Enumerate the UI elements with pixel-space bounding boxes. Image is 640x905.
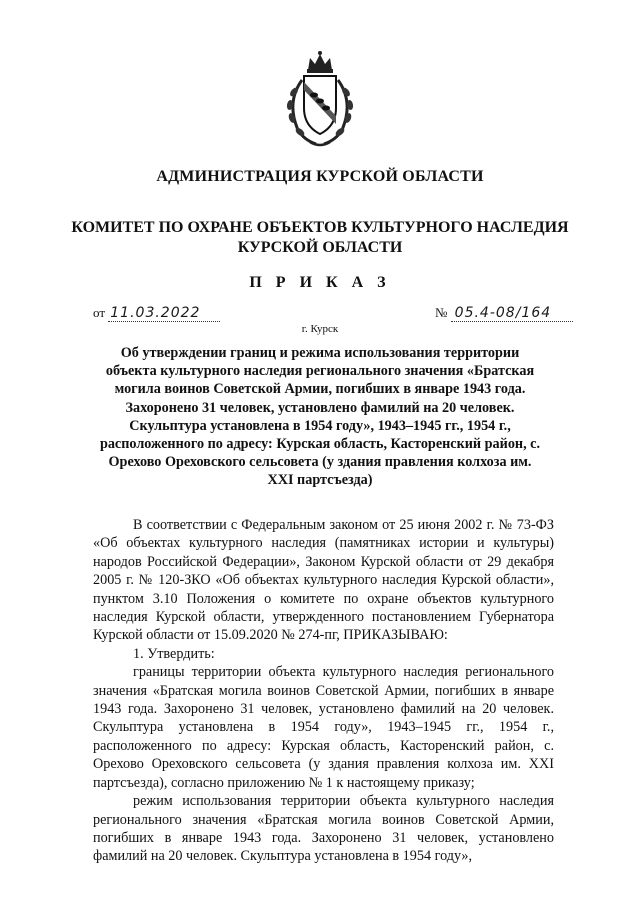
body-paragraph-3: границы территории объекта культурного наследия регионального значения «Братская могила воинов Советской Армии, погибших в январе 1943 года. Захоронено 31 человек, установлено фамилий на 20 человек. Скульптура установлена в 1954 году», 1943–1945 гг., 1954 г., расположенного по адресу: Курская область, Касторенский район, с. Орехово Ореховского сельсовета (у здания правления колхоза им. XXI партсъезда), согласно приложению № 1 к настоящему приказу; [93,664,554,791]
order-number [435,305,573,322]
committee-title [0,218,640,258]
document-type: П Р И К А З [249,274,391,291]
order-date [93,305,220,322]
body-paragraph-1: В соответствии с Федеральным законом от 25 июня 2002 г. № 73-ФЗ «Об объектах культурного наследия (памятниках истории и культуры) народов Российской Федерации», Законом Курской области от 29 декабря 2005 г. № 120-ЗКО «Об объектах культурного наследия Курской области», пунктом 3.10 Положения о комитете по охране объектов культурного наследия Курской области, утвержденного постановлением Губернатора Курской области от 15.09.2020 № 274-пг, ПРИКАЗЫВАЮ: [93,517,554,644]
order-body [93,516,554,866]
body-paragraph-4: режим использования территории объекта культурного наследия регионального значения «Братская могила воинов Советской Армии, погибших в январе 1943 года. Захоронено 31 человек, установлено фамилий на 20 человек. Скульптура установлена в 1954 году», [93,793,554,865]
order-date-prefix: от [93,305,106,320]
order-number-prefix: № [435,305,448,320]
body-paragraph-2: 1. Утвердить: [133,645,215,662]
committee-title-line2: КУРСКОЙ ОБЛАСТИ [237,239,403,256]
order-number-value: 05.4-08/164 [451,305,573,322]
order-title: Об утверждении границ и режима использования территории объекта культурного наследия регионального значения «Братская могила воинов Советской Армии, погибших в январе 1943 года. Захоронено 31 человек, установлено фамилий на 20 человек. Скульптура установлена в 1954 году», 1943–1945 гг., 1954 г., расположенного по адресу: Курская область, Касторенский район, с. Орехово Ореховского сельсовета (у здания правления колхоза им. XXI партсъезда) [99,345,541,489]
administration-title: АДМИНИСТРАЦИЯ КУРСКОЙ ОБЛАСТИ [156,168,484,185]
committee-title-line1: КОМИТЕТ ПО ОХРАНЕ ОБЪЕКТОВ КУЛЬТУРНОГО НАСЛЕДИЯ [71,219,569,236]
kursk-coat-of-arms-icon [280,50,360,150]
order-date-value: 11.03.2022 [108,305,220,322]
city: г. Курск [301,323,339,335]
